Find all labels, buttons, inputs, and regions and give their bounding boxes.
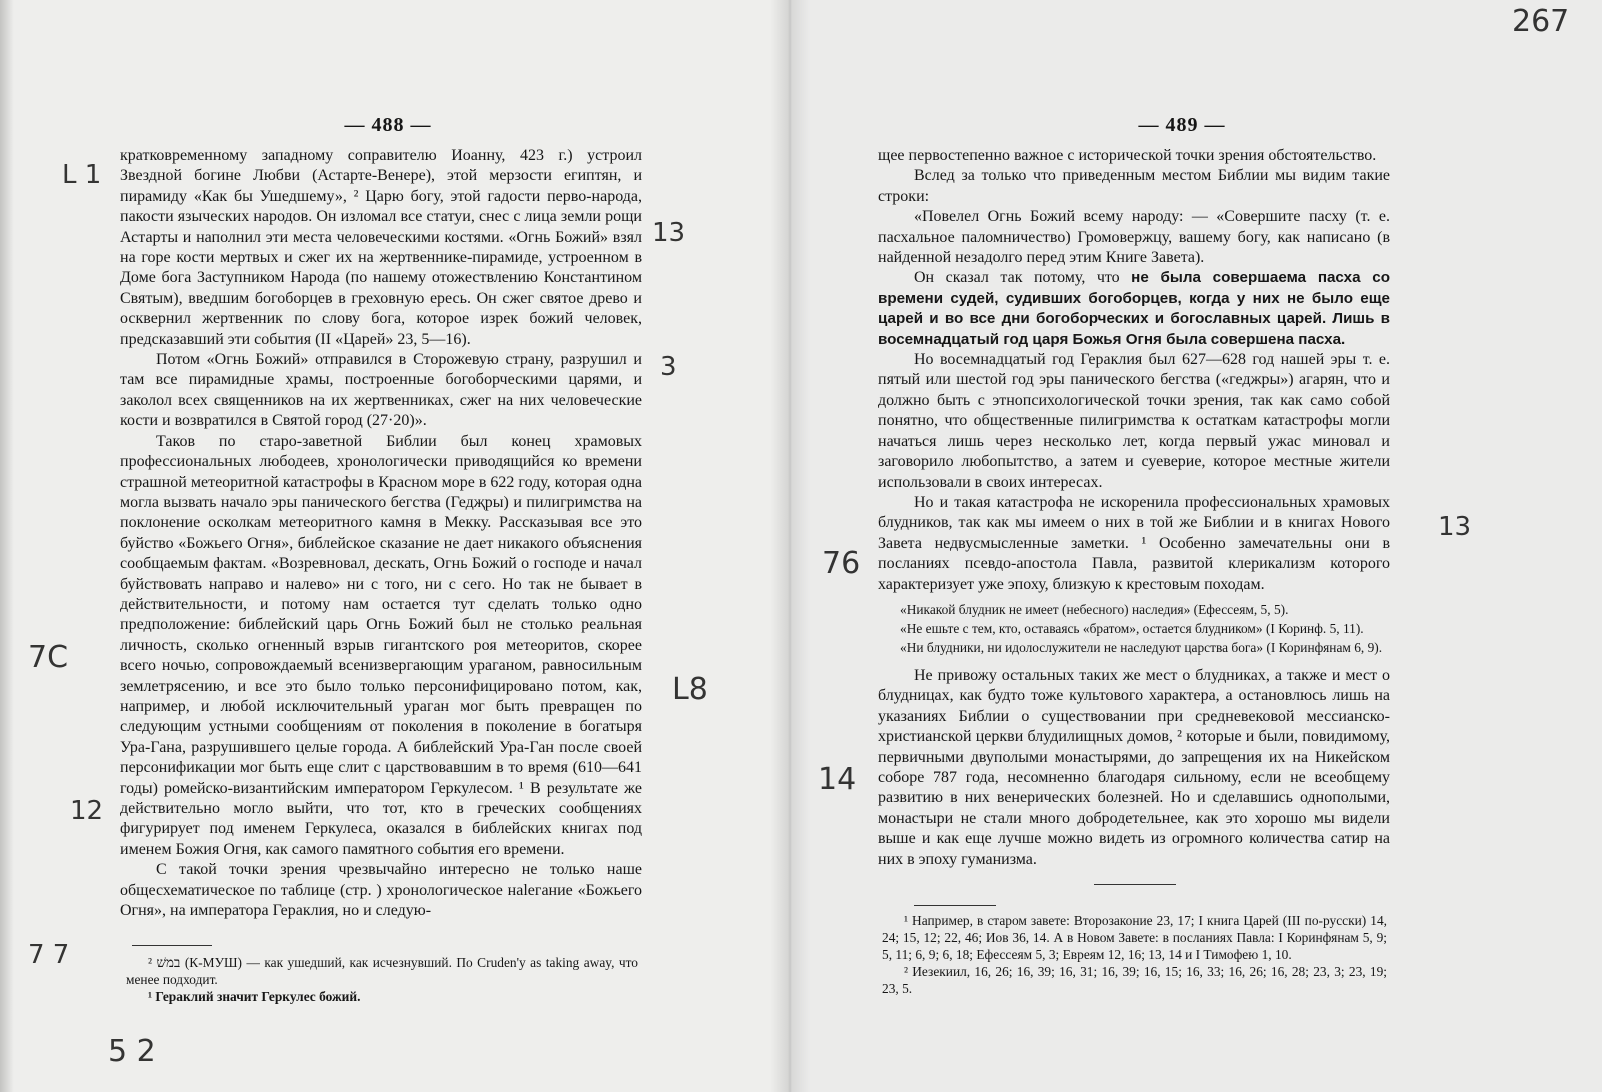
- main-text-column: [120, 146, 642, 921]
- handwritten-mark: L8: [672, 672, 708, 707]
- page-number: — 488 —: [344, 114, 432, 136]
- handwritten-page-mark: 267: [1512, 4, 1570, 39]
- paragraph-lead: Он сказал так потому, что: [914, 269, 1120, 287]
- footnote: ² במשׁ (К-МУШ) — как ушедший, как исчезнувший. По Cruden'y as taking away, что менее подходит.: [126, 955, 638, 987]
- footnote-separator: [132, 945, 212, 946]
- footnote-separator: [914, 905, 996, 906]
- paragraph: Потом «Огнь Божий» отправился в Сторожевую страну, разрушил и там все пирамидные храмы, построенные богоборческими царями, и заколол всех священников на их жертвенниках, сжег на них человеческие кости и возвратился в Святой город (27·20)».: [120, 351, 642, 430]
- paragraph: Вслед за только что приведенным местом Библии мы видим такие строки:: [878, 167, 1390, 205]
- handwritten-mark: 5 2: [108, 1034, 156, 1069]
- handwritten-mark: 13: [1438, 512, 1472, 542]
- quote: «Никакой блудник не имеет (небесного) наследия» (Ефессеям, 5, 5).: [900, 601, 1289, 617]
- page-number: — 489 —: [1138, 114, 1226, 136]
- footnote: ¹ Гераклий значит Геркулес божий.: [148, 989, 361, 1004]
- quote-block: [878, 601, 1390, 656]
- footnotes: [126, 954, 638, 1005]
- handwritten-mark: 76: [822, 546, 861, 581]
- handwritten-mark: 3: [660, 352, 677, 382]
- section-separator: [1094, 884, 1176, 885]
- quote: «Ни блудники, ни идолослужители не наследуют царства бога» (I Коринфянам 6, 9).: [900, 639, 1383, 655]
- footnote: ¹ Например, в старом завете: Второзаконие 23, 17; I книга Царей (III по-русски) 14, 24; 15, 12; 22, 46; Иов 36, 14. А в Новом Завете: в посланиях Павла: I Коринфянам 5, 9; 5, 11; 6, 9; 6, 18; Ефессеям 5, 3; Евреям 12, 16; 13, 14 и I Тимофею 1, 10.: [882, 913, 1387, 962]
- right-page: [790, 0, 1602, 1092]
- quote: «Не ешьте с тем, кто, оставаясь «братом», остается блудником» (I Коринф. 5, 11).: [900, 620, 1364, 636]
- footnote: ² Иезекиил, 16, 26; 16, 39; 16, 31; 16, 39; 16, 15; 16, 33; 16, 26; 16, 28; 23, 3; 23, 19; 23, 5.: [882, 964, 1387, 996]
- handwritten-mark: 7 7: [28, 940, 70, 970]
- handwritten-mark: 7C: [28, 640, 69, 675]
- book-gutter: [770, 0, 810, 1092]
- paragraph: Не привожу остальных таких же мест о блудниках, а также и мест о блудницах, как будто тоже культового характера, а остановлюсь лишь на указаниях Библии о существовании при средневековой мессианско-христианской церкви блудилищных домов, ² которые и были, повидимому, первичными двуполыми монастырями, до запрещения их на Никейском соборе 787 года, несомненно благодаря сильному, если не всеобщему развитию в них венерических болезней. Но и сделавшись однополыми, монастыри не стали много добродетельнее, как это хорошо мы видели выше и как еще лучше можно видеть из огромного количества сатир на них в эпоху гуманизма.: [878, 666, 1390, 868]
- main-text-column: [878, 146, 1390, 870]
- paragraph: Таков по старо-заветной Библии был конец храмовых профессиональных любодеев, хронологически приводящийся ко времени страшной метеоритной катастрофы в Красном море в 622 году, которая одна могла вызвать начало эры панического бегства (Гедҗры) и пилигримства на поклонение осколкам метеоритного камня в Мекку. Рассказывая все это буйство «Божьего Огня», библейское сказание не дает никакого объяснения сообщаемым фактам. «Возревновал, дескать, Огнь Божий о господе и начал буйствовать направо и налево» ни с того, ни с сего. Но так не бывает в действительности, и потому нам остается тут сделать только одно предположение: библейский царь Огнь Божий был не столько реальная личность, сколько огненный взрыв гигантского роя метеоритов, скорее всего ночью, сопровождаемый всенизвергающим ураганом, равносильным землетрясению, и все это было только персонифицировано потом, как, например, и любой исключительный ураган мог быть превращен по следующим устными сообщениям от поколения в поколение в богатыря Ура-Гана, разрушившего целые города. А библейский Ура-Ган после своей персонификации мог быть еще слит с царствовавшим в то время (610—641 годы) ромейско-византийским императором Геркулесом. ¹ В результате же действительно могло выйти, что тот, кто в греческих сообщениях фигурирует под именем Геркулеса, оказался в библейских книгах под именем Божия Огня, как самого памятного события его времени.: [120, 432, 642, 858]
- handwritten-mark: 13: [652, 218, 686, 248]
- handwritten-mark: 14: [818, 762, 857, 797]
- emphasized-paragraph: [878, 268, 1390, 350]
- paragraph: щее первостепенно важное с исторической точки зрения обстоятельство.: [878, 147, 1377, 164]
- paragraph: Но и такая катастрофа не искоренила профессиональных храмовых блудников, так как мы имеем о них в той же Библии и в книгах Нового Завета недвусмысленные заметки. ¹ Особенно замечательны они в посланиях псевдо-апостола Павла, развитой клерикализм которого характеризует уже эпоху, близкую к крестовым походам.: [878, 493, 1390, 593]
- paragraph: кратковременному западному соправителю Иоанну, 423 г.) устроил Звездной богине Любви (Астарте-Венере), этой мерзости египтян, и пирамиду «Как бы Ушедшему», ² Царю богу, этой гадости перво-народа, пакости языческих народов. Он изломал все статуи, снес с лица земли рощи Астарты и наполнил эти места человеческими костями. «Огнь Божий» взял на горе кости мертвых и сжег их на жертвеннике-пирамиде, устроенном в Доме бога Заступником Народа (по нашему отожествлению Константином Святым), введшим богоборцев в греховную ересь. Он сжег святое древо и осквернил жертвенник по слову бога, которое изрек божий человек, предсказавший эти события (II «Царей» 23, 5—16).: [120, 147, 642, 348]
- handwritten-mark: L 1: [62, 160, 102, 190]
- page-edge-shadow: [0, 0, 14, 1092]
- left-page: [0, 0, 790, 1092]
- footnotes: [882, 912, 1387, 997]
- handwritten-mark: 12: [70, 796, 104, 826]
- bold-text: не была совершаема пасха со времени судей, судивших богоборцев, когда у них не было еще царей и во все дни богоборческих и богославных царей. Лишь в восемнадцатый год царя Божья Огня была совершена пасха.: [878, 269, 1391, 348]
- paragraph: «Повелел Огнь Божий всему народу: — «Совершите пасху (т. е. пасхальное паломничество) Громовержцу, вашему богу, как написано (в найденной незадолго перед этим Книге Завета).: [878, 208, 1390, 267]
- paragraph: Но восемнадцатый год Гераклия был 627—628 год нашей эры т. е. пятый или шестой год эры панического бегства («геджры») агарян, что и должно быть с этнопсихологической точки зрения, так как само собой понятно, что общественные пилигримства к остаткам катастрофы могли начаться лишь через несколько лет, когда первый ужас миновал и заговорило любопытство, а затем и суеверие, которое местные жители использовали в своих интересах.: [878, 351, 1390, 491]
- paragraph: С такой точки зрения чрезвычайно интересно не только наше общесхематическое по таблице (стр. ) хронологическое наlегание «Божьего Огня», на императора Гераклия, но и следую-: [120, 861, 642, 920]
